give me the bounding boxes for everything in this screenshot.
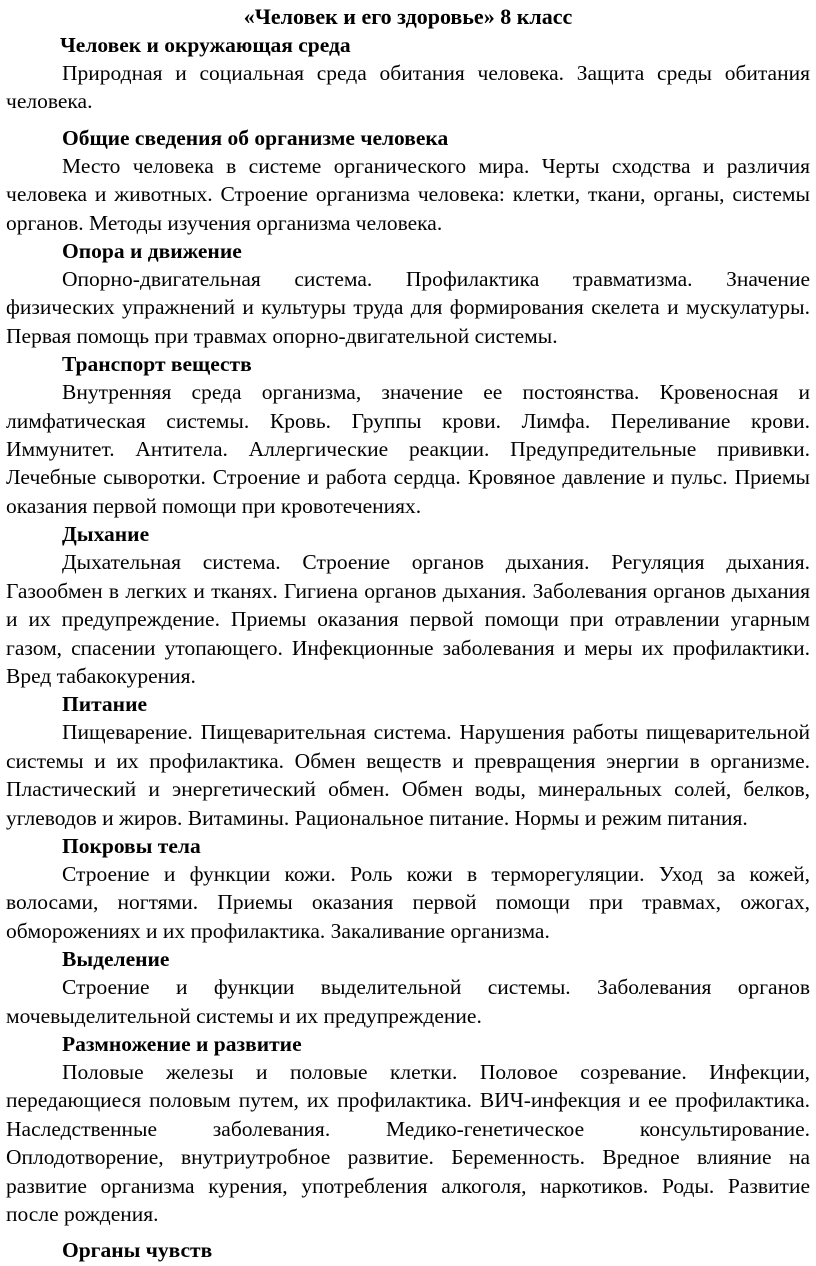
section-nutrition xyxy=(6,690,810,832)
section-heading: Опора и движение xyxy=(62,239,242,264)
section-excretion xyxy=(6,945,810,1030)
section-body: Пищеварение. Пищеварительная система. Нарушения работы пищеварительной системы и их профилактика. Обмен веществ и превращения энергии в организме. Пластический и энергетический обмен. Обмен воды, минеральных солей, белков, углеводов и жиров. Витамины. Рациональное питание. Нормы и режим питания. xyxy=(6,720,810,830)
section-heading: Органы чувств xyxy=(62,1238,213,1263)
section-support-movement xyxy=(6,237,810,350)
section-skin xyxy=(6,832,810,945)
section-senses xyxy=(6,1236,810,1264)
section-body: Половые железы и половые клетки. Половое созревание. Инфекции, передающиеся половым путем, их профилактика. ВИЧ-инфекция и ее профилактика. Наследственные заболевания. Медико-генетическое консультирование. Оплодотворение, внутриутробное развитие. Беременность. Вредное влияние на развитие организма курения, употребления алкоголя, наркотиков. Роды. Развитие после рождения. xyxy=(6,1059,810,1226)
section-heading: Человек и окружающая среда xyxy=(60,33,351,57)
section-body: Строение и функции выделительной системы. Заболевания органов мочевыделительной системы и их предупреждение. xyxy=(6,975,810,1028)
document-title: «Человек и его здоровье» 8 класс xyxy=(243,4,573,29)
section-body: Место человека в системе органического мира. Черты сходства и различия человека и животных. Строение организма человека: клетки, ткани, органы, системы органов. Методы изучения организма человека. xyxy=(6,153,810,235)
section-body: Внутренняя среда организма, значение ее постоянства. Кровеносная и лимфатическая системы. Кровь. Группы крови. Лимфа. Переливание крови. Иммунитет. Антитела. Аллергические реакции. Предупредительные прививки. Лечебные сыворотки. Строение и работа сердца. Кровяное давление и пульс. Приемы оказания первой помощи при кровотечениях. xyxy=(6,380,810,518)
section-heading: Выделение xyxy=(62,947,170,972)
section-body: Природная и социальная среда обитания человека. Защита среды обитания человека. xyxy=(6,61,810,114)
section-heading: Питание xyxy=(62,692,148,717)
section-heading: Покровы тела xyxy=(62,833,201,858)
section-heading: Размножение и развитие xyxy=(62,1031,302,1056)
section-heading: Транспорт веществ xyxy=(62,352,252,377)
section-general-info xyxy=(6,124,810,237)
section-reproduction xyxy=(6,1030,810,1228)
section-body: Дыхательная система. Строение органов дыхания. Регуляция дыхания. Газообмен в легких и тканях. Гигиена органов дыхания. Заболевания органов дыхания и их предупреждение. Приемы оказания первой помощи при отравлении угарным газом, спасении утопающего. Инфекционные заболевания и меры их профилактики. Вред табакокурения. xyxy=(6,550,810,688)
section-heading: Дыхание xyxy=(62,522,150,547)
section-heading: Общие сведения об организме человека xyxy=(62,125,449,150)
section-breathing xyxy=(6,520,810,690)
section-body: Строение и функции кожи. Роль кожи в терморегуляции. Уход за кожей, волосами, ногтями. Приемы оказания первой помощи при травмах, ожогах, обморожениях и их профилактика. Закаливание организма. xyxy=(6,861,810,943)
section-environment xyxy=(6,31,810,116)
section-body: Опорно-двигательная система. Профилактика травматизма. Значение физических упражнений и культуры труда для формирования скелета и мускулатуры. Первая помощь при травмах опорно-двигательной системы. xyxy=(6,267,810,348)
section-transport xyxy=(6,350,810,520)
